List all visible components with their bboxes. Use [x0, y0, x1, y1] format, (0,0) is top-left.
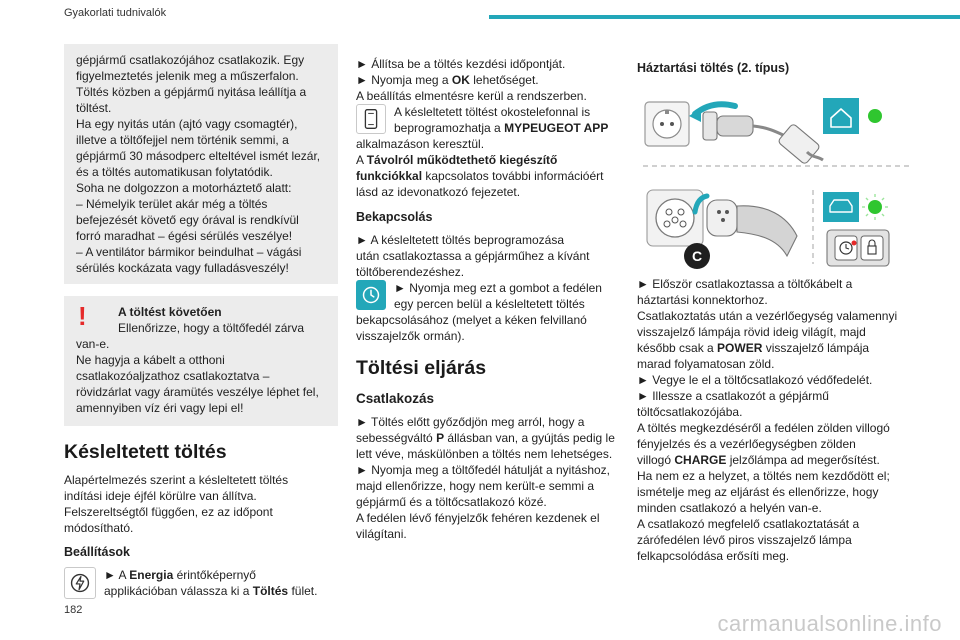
type2-connector-icon — [707, 200, 797, 256]
paragraph-line: villogó CHARGE jelzőlámpa ad megerősítést. — [637, 453, 880, 467]
home-icon — [823, 98, 859, 134]
paragraph-line: ► Nyomja meg a töltőfedél hátulját a nyitáshoz, — [356, 463, 611, 477]
section-heading-delayed-charging: Késleltetett töltés — [64, 441, 227, 463]
paragraph-line: sebességváltó P állásban van, a gyújtás pedig le — [356, 431, 615, 445]
arrow-head — [689, 108, 701, 122]
info-line: Soha ne dolgozzon a motorháztető alatt: — [76, 181, 292, 195]
paragraph-line: töltőcsatlakozójába. — [637, 405, 743, 419]
paragraph-line: ► Először csatlakoztassa a töltőkábelt a — [637, 277, 853, 291]
paragraph-line: később csak a POWER visszajelző lámpája — [637, 341, 870, 355]
warning-icon: ! — [78, 301, 87, 331]
warning-line: van-e. — [76, 337, 110, 351]
paragraph-line: Alapértelmezés szerint a késleltetett töltés — [64, 473, 289, 487]
info-line: illetve a töltőfejjel nem történik semmi, a — [76, 133, 289, 147]
paragraph-line: Csatlakoztatás után a vezérlőegység valamennyi — [637, 309, 898, 323]
paragraph-line: világítani. — [356, 527, 407, 541]
paragraph-line: gépjármű és a töltőcsatlakozó közé. — [356, 495, 547, 509]
instruction-line: ► A Energia érintőképernyő — [104, 568, 256, 582]
info-line: – Némelyik terület akár még a töltés — [76, 197, 268, 211]
subheading-activation: Bekapcsolás — [356, 210, 433, 224]
paragraph-line: felkapcsolódása erősíti meg. — [637, 549, 790, 563]
delayed-charge-button-icon — [356, 280, 386, 310]
paragraph-line: bekapcsolásához (melyet a kéken felvillanó — [356, 313, 587, 327]
charge-led-green — [868, 200, 882, 214]
paragraph-line: Felszereltségtől függően, ez az időpont — [64, 505, 273, 519]
info-line: figyelmeztetés jelenik meg a műszerfalon. — [76, 69, 299, 83]
paragraph-line: ► Töltés előtt győződjön meg arról, hogy a — [356, 415, 585, 429]
smartphone-icon — [356, 104, 386, 134]
info-line: sérülés kockázata vagy fulladásveszély! — [76, 261, 289, 275]
column-2 — [356, 56, 620, 542]
warning-line: rövidzárlat vagy áramütés veszélye léphet fel, — [76, 385, 319, 399]
warning-line: amennyiben víz éri vagy lepi el! — [76, 401, 244, 415]
warning-box — [64, 296, 338, 426]
flap-button-instruction — [356, 280, 620, 312]
energy-app-icon — [64, 567, 96, 599]
paragraph-line: ► Nyomja meg a OK lehetőséget. — [356, 73, 539, 87]
info-line: Töltés közben a gépjármű nyitása leállítja a — [76, 85, 307, 99]
paragraph-line: fényjelzés és a vezérlőegységben zölden — [637, 437, 856, 451]
paragraph-line: után csatlakoztassa a gépjárműhez a kívánt — [356, 249, 590, 263]
watermark: carmanualsonline.info — [717, 611, 942, 636]
vehicle-icon — [823, 192, 859, 222]
energy-app-instruction — [64, 567, 338, 601]
column-1 — [64, 44, 338, 601]
info-line: töltést. — [76, 101, 112, 115]
flap-button-panel-icon — [827, 230, 889, 266]
paragraph-line: A beállítás elmentésre kerül a rendszerben. — [356, 89, 587, 103]
subheading-connection: Csatlakozás — [356, 391, 435, 406]
paragraph-line: A töltés megkezdéséről a fedélen zölden villogó — [637, 421, 890, 435]
column-3 — [637, 56, 933, 564]
smartphone-note — [356, 104, 620, 136]
control-box-icon — [777, 123, 823, 165]
paragraph-line: zárófedélen lévő piros visszajelző lámpa — [637, 533, 852, 547]
info-line: forró maradhat – égési sérülés veszélye! — [76, 229, 293, 243]
paragraph-line: A fedélen lévő fényjelzők fehéren kezdenek el — [356, 511, 600, 525]
paragraph-line: indítási ideje éjfél körülre van állítva. — [64, 489, 257, 503]
paragraph-line: A Távolról működtethető kiegészítő — [356, 153, 558, 167]
paragraph-line: ► Illessze a csatlakozót a gépjármű — [637, 389, 829, 403]
instruction-line: applikációban válassza ki a Töltés fület. — [104, 584, 318, 598]
info-line: gépjármű csatlakozójához csatlakozik. Egy — [76, 53, 305, 67]
note-line: beprogramozhatja a MYPEUGEOT APP — [394, 121, 609, 135]
paragraph-line: visszajelzők ormán). — [356, 329, 465, 343]
note-line: A késleltetett töltést okostelefonnal is — [394, 105, 591, 119]
warning-line: Ellenőrizze, hogy a töltőfedél zárva — [118, 321, 305, 335]
paragraph-line: ► Vegye le el a töltőcsatlakozó védőfedelét. — [637, 373, 873, 387]
paragraph-line: ismételje meg az eljárást és ellenőrizze, hogy — [637, 485, 879, 499]
info-line: gépjármű 30 másodperc elteltével ismét lezár, — [76, 149, 321, 163]
info-line: – A ventilátor bármikor beindulhat – vágási — [76, 245, 302, 259]
paragraph-line: Ha nem ez a helyzet, a töltés nem kezdődött el; — [637, 469, 890, 483]
page-number: 182 — [64, 604, 83, 616]
charging-illustration — [637, 86, 911, 270]
info-box — [64, 44, 338, 284]
paragraph-line: háztartási konnektorhoz. — [637, 293, 768, 307]
paragraph-line: lásd az idevonatkozó fejezetet. — [356, 185, 521, 199]
warning-title: A töltést követően — [118, 305, 222, 319]
running-header: Gyakorlati tudnivalók — [64, 7, 167, 19]
paragraph-line: lett véve, máskülönben a töltés nem lehetséges. — [356, 447, 613, 461]
header-accent-bar — [489, 15, 960, 19]
paragraph-line: minden csatlakozó a helyén van-e. — [637, 501, 822, 515]
subheading-settings: Beállítások — [64, 545, 131, 559]
paragraph-line: alkalmazáson keresztül. — [356, 137, 485, 151]
warning-line: Ne hagyja a kábelt a otthoni — [76, 353, 225, 367]
callout-c-label: C — [691, 248, 703, 264]
warning-line: csatlakozóaljzathoz csatlakoztatva – — [76, 369, 270, 383]
paragraph-line: A csatlakozó megfelelő csatlakoztatását a — [637, 517, 860, 531]
paragraph-line: ► A késleltetett töltés beprogramozása — [356, 233, 564, 247]
paragraph-line: marad folyamatosan zöld. — [637, 357, 775, 371]
power-led-green — [868, 109, 882, 123]
info-line: Ha egy nyitás után (ajtó vagy csomagtér), — [76, 117, 298, 131]
household-socket-icon — [645, 102, 689, 146]
info-line: és a töltés automatikusan folytatódik. — [76, 165, 273, 179]
paragraph-line: majd ellenőrizze, hogy nem került-e semmi a — [356, 479, 595, 493]
paragraph-line: módosítható. — [64, 521, 134, 535]
instruction-line: ► Nyomja meg ezt a gombot a fedélen — [394, 281, 602, 295]
instruction-line: egy percen belül a késleltetett töltés — [394, 297, 585, 311]
info-line: befejezését követő egy órával is rendkívül — [76, 213, 299, 227]
subheading-domestic-charging: Háztartási töltés (2. típus) — [637, 61, 790, 75]
paragraph-line: ► Állítsa be a töltés kezdési időpontját. — [356, 57, 566, 71]
paragraph-line: funkciókkal kapcsolatos további információért — [356, 169, 604, 183]
vehicle-inlet-icon — [647, 190, 703, 246]
paragraph-line: töltőberendezéshez. — [356, 265, 465, 279]
paragraph-line: visszajelző lámpája rövid ideig világít, majd — [637, 325, 866, 339]
section-heading-charging-procedure: Töltési eljárás — [356, 357, 487, 379]
